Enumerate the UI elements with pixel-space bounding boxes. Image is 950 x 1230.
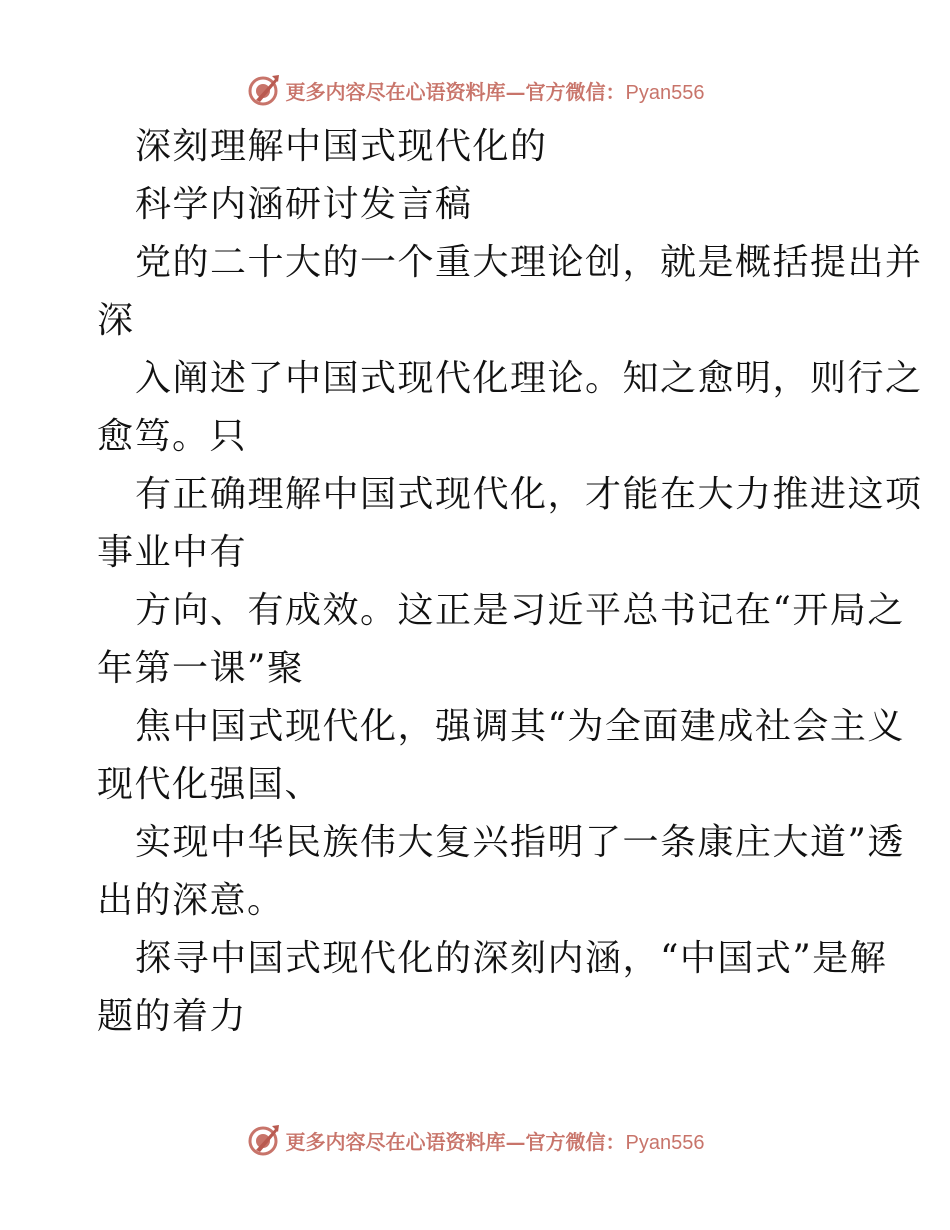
header-banner — [0, 70, 950, 110]
quill-seal-icon — [246, 72, 282, 108]
footer-banner-text: 更多内容尽在心语资料库—官方微信：Pyan556 — [285, 1129, 705, 1154]
doc-line: 年第一课”聚 — [97, 648, 305, 689]
header-wechat-id: Pyan556 — [625, 81, 705, 104]
document-body — [97, 118, 923, 1046]
doc-line: 出的深意。 — [97, 880, 285, 921]
footer-wechat-id: Pyan556 — [625, 1131, 705, 1154]
doc-line: 深刻理解中国式现代化的 — [135, 126, 548, 167]
doc-line: 探寻中国式现代化的深刻内涵，“中国式”是解 — [135, 938, 888, 979]
doc-line: 题的着力 — [97, 996, 248, 1037]
doc-line: 焦中国式现代化，强调其“为全面建成社会主义 — [135, 706, 905, 747]
doc-line: 入阐述了中国式现代化理论。知之愈明，则行之 — [135, 358, 923, 399]
footer-banner — [0, 1120, 950, 1160]
doc-line: 科学内涵研讨发言稿 — [135, 184, 473, 225]
quill-seal-icon — [246, 1122, 282, 1158]
doc-line: 现代化强国、 — [97, 764, 323, 805]
doc-line: 党的二十大的一个重大理论创，就是概括提出并 — [135, 242, 923, 283]
doc-line: 有正确理解中国式现代化，才能在大力推进这项 — [135, 474, 923, 515]
doc-line: 愈笃。只 — [97, 416, 248, 457]
header-banner-text: 更多内容尽在心语资料库—官方微信：Pyan556 — [285, 79, 705, 104]
doc-line: 方向、有成效。这正是习近平总书记在“开局之 — [135, 590, 905, 631]
doc-line: 深 — [97, 300, 135, 341]
doc-line: 实现中华民族伟大复兴指明了一条康庄大道”透 — [135, 822, 905, 863]
doc-line: 事业中有 — [97, 532, 248, 573]
